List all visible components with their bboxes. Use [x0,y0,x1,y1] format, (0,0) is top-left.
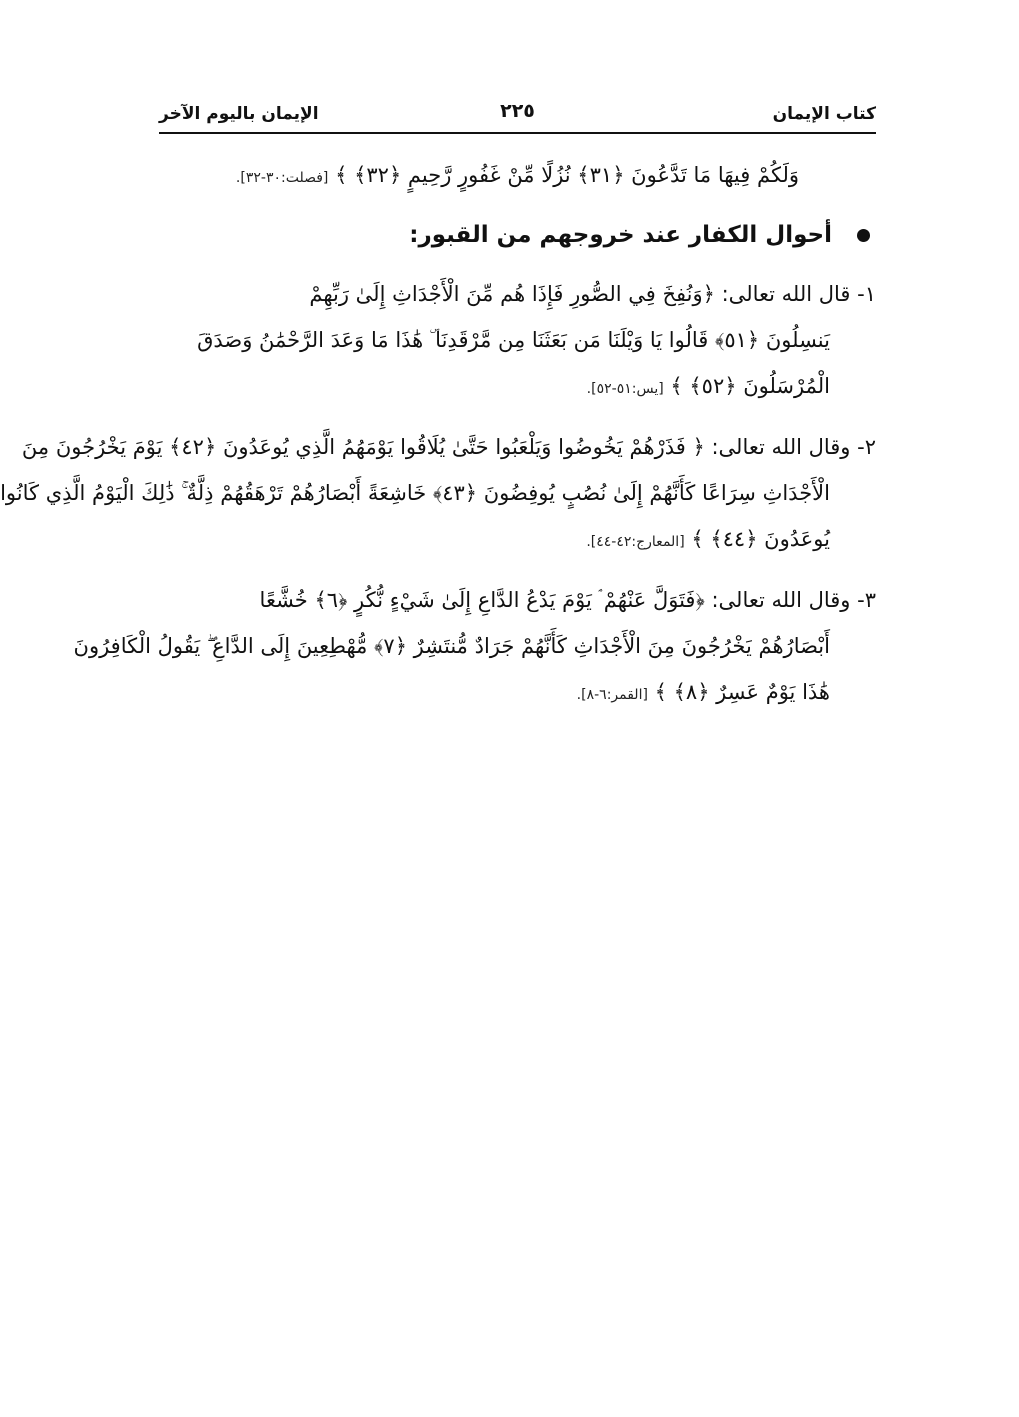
chapter-title: الإيمان باليوم الآخر [159,104,319,124]
page [0,98,876,718]
verse-text: يَنسِلُونَ ﴿٥١﴾ قَالُوا يَا وَيْلَنَا مَن بَعَثَنَا مِن مَّرْقَدِنَا ۜ هَٰذَا مَا وَعَدَ الرَّحْمَٰنُ وَصَدَقَ [197,328,830,352]
item-line [159,669,876,718]
list-item [73,577,876,718]
intro-verse-text: وَلَكُمْ فِيهَا مَا تَدَّعُونَ ﴿٣١﴾ نُزُلًا مِّنْ غَفُورٍ رَّحِيمٍ ﴿٣٢﴾ ﴾ [335,163,800,187]
verse-ref: [المعارج:٤٢-٤٤]. [586,534,685,550]
item-number: ١- [857,282,876,306]
verse-ref: [يس:٥١-٥٢]. [586,381,664,397]
section-heading-text: أحوال الكفار عند خروجهم من القبور: [409,222,832,248]
list-item [0,424,876,565]
item-lead: قال الله تعالى: [721,282,851,306]
item-lead: وقال الله تعالى: [711,435,851,459]
verse-text: الْأَجْدَاثِ سِرَاعًا كَأَنَّهُمْ إِلَىٰ نُصُبٍ يُوفِضُونَ ﴿٤٣﴾ خَاشِعَةً أَبْصَارُهُمْ تَرْهَقُهُمْ ذِلَّةٌ ۚ ذَٰلِكَ الْيَوْمُ الَّذِي كَانُوا [0,481,830,505]
verse-text: ﴿وَنُفِخَ فِي الصُّورِ فَإِذَا هُم مِّنَ الْأَجْدَاثِ إِلَىٰ رَبِّهِمْ [309,282,715,306]
intro-verse [159,152,876,201]
running-header [159,98,876,134]
item-line [73,623,876,669]
item-line [159,363,876,412]
book-title: كتاب الإيمان [772,104,876,124]
item-line [159,516,876,565]
page-number: ٢٢٥ [500,100,535,122]
item-line [159,577,876,623]
item-line [159,317,876,363]
verse-text: الْمُرْسَلُونَ ﴿٥٢﴾ ﴾ [670,374,830,398]
item-number: ٢- [857,435,876,459]
verse-ref: [القمر:٦-٨]. [576,687,648,703]
item-number: ٣- [857,588,876,612]
verse-text: ﴿فَتَوَلَّ عَنْهُمْ ۘ يَوْمَ يَدْعُ الدَّاعِ إِلَىٰ شَيْءٍ نُّكُرٍ ﴿٦﴾ خُشَّعًا [259,588,705,612]
item-line [159,271,876,317]
verse-text: ﴿ فَذَرْهُمْ يَخُوضُوا وَيَلْعَبُوا حَتَّىٰ يُلَاقُوا يَوْمَهُمُ الَّذِي يُوعَدُونَ ﴿٤٢﴾ يَوْمَ يَخْرُجُونَ مِنَ [21,435,705,459]
bullet-icon [857,229,870,242]
verse-text: هَٰذَا يَوْمٌ عَسِرٌ ﴿٨﴾ ﴾ [654,680,830,704]
item-line [21,424,876,470]
intro-verse-ref: [فصلت:٣٠-٣٢]. [235,170,329,186]
list-item [159,271,876,412]
section-heading [159,211,876,259]
verse-text: أَبْصَارُهُمْ يَخْرُجُونَ مِنَ الْأَجْدَاثِ كَأَنَّهُمْ جَرَادٌ مُّنتَشِرٌ ﴿٧﴾ مُّهْطِعِينَ إِلَى الدَّاعِ ۖ يَقُولُ الْكَافِرُونَ [73,634,830,658]
item-line [0,470,876,516]
item-lead: وقال الله تعالى: [711,588,851,612]
verse-text: يُوعَدُونَ ﴿٤٤﴾ ﴾ [691,527,830,551]
